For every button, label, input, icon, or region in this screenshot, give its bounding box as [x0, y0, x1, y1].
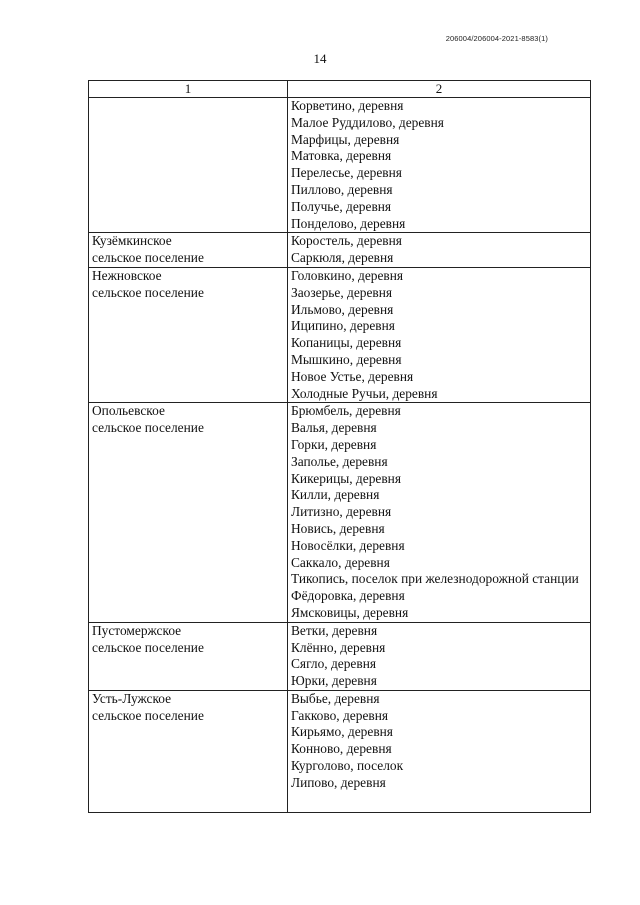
- locality-item: Перелесье, деревня: [291, 165, 402, 181]
- locality-item: Кикерицы, деревня: [291, 470, 401, 486]
- localities-cell: [288, 403, 591, 622]
- settlement-name-line: сельское поселение: [92, 250, 204, 266]
- locality-item: Марфицы, деревня: [291, 131, 400, 147]
- locality-item: Новись, деревня: [291, 520, 385, 536]
- settlement-cell: [89, 98, 288, 233]
- locality-item: Фёдоровка, деревня: [291, 588, 405, 604]
- locality-item: Коростель, деревня: [291, 233, 402, 249]
- settlement-name-line: Кузёмкинское: [92, 233, 172, 249]
- table-row: [89, 233, 591, 268]
- locality-item: Новое Устье, деревня: [291, 368, 414, 384]
- locality-item: Получье, деревня: [291, 198, 392, 214]
- table-row: [89, 690, 591, 812]
- settlement-name-line: Пустомержское: [92, 622, 182, 638]
- locality-item: Новосёлки, деревня: [291, 537, 405, 553]
- locality-item: Пиллово, деревня: [291, 181, 393, 197]
- localities-cell: [288, 267, 591, 402]
- locality-item: Матовка, деревня: [291, 148, 392, 164]
- locality-item: Выбье, деревня: [291, 690, 380, 706]
- settlement-cell: [89, 403, 288, 622]
- localities-cell: [288, 98, 591, 233]
- locality-item: Заозерье, деревня: [291, 284, 393, 300]
- column-header-1: 1: [89, 81, 288, 98]
- locality-item: Тикопись, поселок при железнодорожной станции: [291, 571, 579, 587]
- locality-item: Гакково, деревня: [291, 707, 389, 723]
- locality-item: Конново, деревня: [291, 741, 392, 757]
- locality-item: Сягло, деревня: [291, 656, 377, 672]
- table-row: [89, 98, 591, 233]
- locality-item: Ветки, деревня: [291, 622, 378, 638]
- locality-item: Иципино, деревня: [291, 318, 395, 334]
- settlement-name-line: сельское поселение: [92, 420, 204, 436]
- settlement-cell: [89, 267, 288, 402]
- table-row: [89, 403, 591, 622]
- settlement-cell: [89, 690, 288, 812]
- localities-cell: [288, 233, 591, 268]
- locality-item: Саркюля, деревня: [291, 250, 394, 266]
- settlement-cell: [89, 622, 288, 690]
- locality-item: Клённо, деревня: [291, 639, 386, 655]
- settlement-name-line: сельское поселение: [92, 707, 204, 723]
- settlements-table: [88, 80, 591, 813]
- locality-item: Кирьямо, деревня: [291, 724, 393, 740]
- settlement-name-line: Усть-Лужское: [92, 690, 172, 706]
- table-row: [89, 267, 591, 402]
- locality-item: Корветино, деревня: [291, 98, 404, 113]
- locality-item: Липово, деревня: [291, 774, 386, 790]
- locality-item: Брюмбель, деревня: [291, 403, 401, 419]
- settlement-name-line: сельское поселение: [92, 639, 204, 655]
- settlement-name-line: Нежновское: [92, 267, 162, 283]
- locality-item: Мышкино, деревня: [291, 351, 402, 367]
- settlement-cell: [89, 233, 288, 268]
- settlement-name-line: Опольевское: [92, 403, 165, 419]
- settlement-name-line: сельское поселение: [92, 284, 204, 300]
- locality-item: Холодные Ручьи, деревня: [291, 385, 438, 401]
- table-row: [89, 622, 591, 690]
- locality-item: Юрки, деревня: [291, 673, 377, 689]
- column-header-2: 2: [288, 81, 591, 98]
- table-header-row: [89, 81, 591, 98]
- locality-item: Малое Руддилово, деревня: [291, 114, 444, 130]
- localities-cell: [288, 690, 591, 812]
- locality-item: Валья, деревня: [291, 420, 377, 436]
- locality-item: Ильмово, деревня: [291, 301, 394, 317]
- document-id: 206004/206004-2021-8583(1): [445, 34, 548, 43]
- page-number: 14: [313, 51, 327, 66]
- locality-item: Литизно, деревня: [291, 504, 392, 520]
- locality-item: Головкино, деревня: [291, 267, 404, 283]
- locality-item: Ямсковицы, деревня: [291, 604, 409, 620]
- locality-item: Саккало, деревня: [291, 554, 390, 570]
- locality-item: Понделово, деревня: [291, 215, 406, 231]
- locality-item: Заполье, деревня: [291, 453, 388, 469]
- locality-item: Килли, деревня: [291, 487, 380, 503]
- locality-item: Курголово, поселок: [291, 758, 404, 774]
- table-body: [89, 98, 591, 813]
- locality-item: Горки, деревня: [291, 436, 377, 452]
- localities-cell: [288, 622, 591, 690]
- locality-item: Копаницы, деревня: [291, 335, 402, 351]
